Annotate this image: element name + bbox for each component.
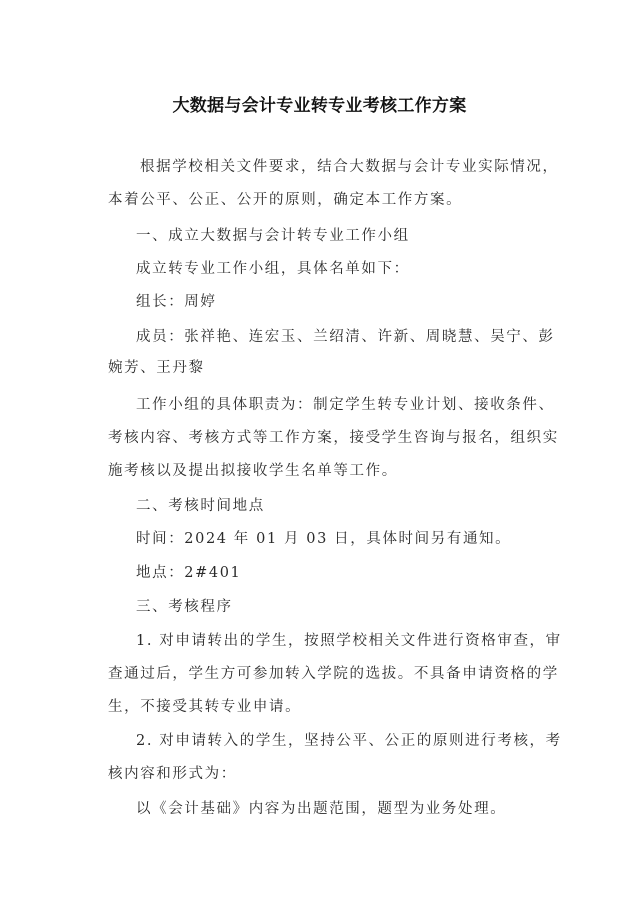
paragraph-line: 以《会计基础》内容为出题范围，题型为业务处理。 [136, 801, 507, 817]
section-heading-1: 一、成立大数据与会计转专业工作小组 [136, 228, 410, 244]
paragraph-line: 核内容和形式为： [108, 766, 237, 782]
document-title: 大数据与会计专业转专业考核工作方案 [172, 96, 467, 116]
paragraph-line: 工作小组的具体职责为：制定学生转专业计划、接收条件、 [136, 397, 555, 413]
paragraph-line: 考核内容、考核方式等工作方案，接受学生咨询与报名，组织实 [108, 430, 559, 446]
paragraph-line: 2. 对申请转入的学生，坚持公平、公正的原则进行考核，考 [136, 733, 562, 749]
paragraph-line: 查通过后，学生方可参加转入学院的选拔。不具备申请资格的学 [108, 666, 559, 682]
paragraph-line: 地点：2#401 [136, 565, 242, 581]
section-heading-3: 三、考核程序 [136, 599, 233, 615]
paragraph-line: 生，不接受其转专业申请。 [108, 699, 302, 715]
paragraph-line: 时间：2024 年 01 月 03 日，具体时间另有通知。 [136, 531, 512, 547]
paragraph-line: 成员：张祥艳、连宏玉、兰绍清、许新、周晓慧、吴宁、彭 [136, 329, 555, 345]
paragraph-line: 婉芳、王丹黎 [108, 360, 205, 376]
paragraph-line: 本着公平、公正、公开的原则，确定本工作方案。 [108, 192, 463, 208]
section-heading-2: 二、考核时间地点 [136, 498, 265, 514]
paragraph-line: 成立转专业工作小组，具体名单如下： [136, 261, 410, 277]
paragraph-line: 组长：周婷 [136, 294, 217, 310]
paragraph-line: 1. 对申请转出的学生，按照学校相关文件进行资格审查，审 [136, 633, 562, 649]
paragraph-line: 施考核以及提出拟接收学生名单等工作。 [108, 463, 398, 479]
paragraph-line: 根据学校相关文件要求，结合大数据与会计专业实际情况， [140, 159, 559, 175]
